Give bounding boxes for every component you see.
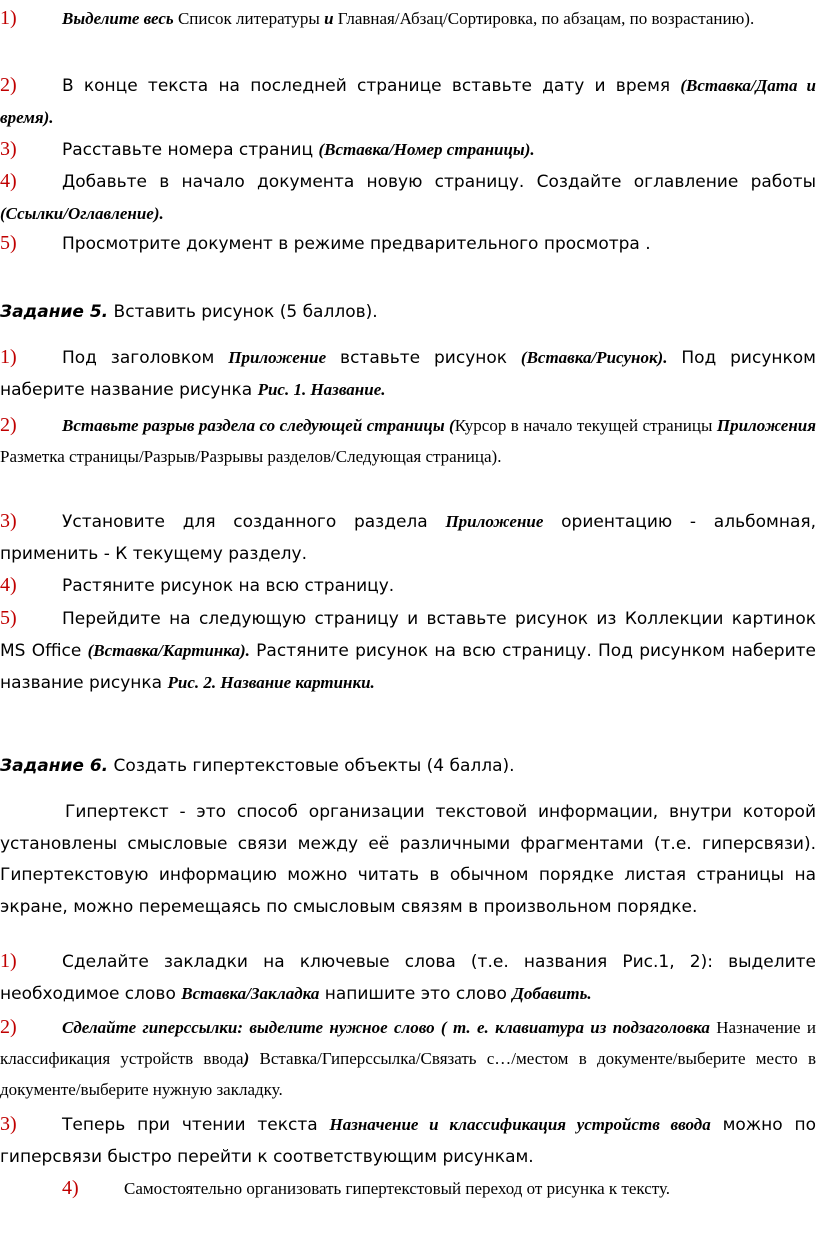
list-text: Вставка/Закладка bbox=[181, 984, 320, 1003]
list-text: вставьте рисунок bbox=[326, 348, 521, 368]
list-number: 3) bbox=[0, 1113, 17, 1135]
list3-item-3 bbox=[0, 1109, 816, 1173]
list-text: Добавить. bbox=[512, 984, 592, 1003]
list-text: Список литературы bbox=[173, 9, 325, 28]
list-text: Расставьте номера страниц bbox=[62, 140, 319, 160]
task-label: Задание 6. bbox=[0, 756, 109, 776]
list3-item-2 bbox=[0, 1012, 816, 1105]
list-text: Установите для созданного раздела bbox=[62, 512, 446, 532]
list2-item-3 bbox=[0, 506, 816, 570]
list-text: Растяните рисунок на всю страницу. Под рисунком наберите название рисунка bbox=[0, 641, 816, 693]
list-number: 2) bbox=[0, 414, 17, 436]
hypertext-paragraph: Гипертекст - это способ организации текстовой информации, внутри которой установлены смысловые связи между её различными фрагментами (т.е. гиперсвязи). Гипертекстовую информацию можно читать в обычном порядке листая страницы на экране, можно перемещаясь по смысловым связям в произвольном порядке. bbox=[0, 802, 816, 917]
list-text: Назначение и классификация устройств ввода bbox=[0, 1018, 816, 1068]
list-number: 2) bbox=[0, 74, 17, 96]
list-number: 3) bbox=[0, 510, 17, 532]
list-text: Самостоятельно организовать гипертекстовый переход от рисунка к тексту. bbox=[124, 1179, 671, 1198]
list-text: (Вставка/Дата и время). bbox=[0, 76, 816, 127]
list-text: Назначение и классификация устройств ввода bbox=[329, 1115, 711, 1134]
list-text: Приложения bbox=[716, 416, 816, 435]
list-text: Приложение bbox=[228, 348, 327, 367]
task6-heading bbox=[0, 751, 816, 782]
list-text: ) bbox=[243, 1049, 250, 1068]
list-number: 1) bbox=[0, 7, 17, 29]
list-text: Просмотрите документ в режиме предварительного просмотра . bbox=[62, 234, 651, 254]
list-number: 4) bbox=[0, 574, 17, 596]
list-text: Добавьте в начало документа новую страницу. Создайте оглавление работы bbox=[62, 172, 816, 192]
list-text: Разметка страницы/Разрыв/Разрывы разделов/Следующая страница). bbox=[0, 447, 502, 466]
list-text: (Вставка/Рисунок). bbox=[520, 348, 668, 367]
list3-item-1 bbox=[0, 946, 816, 1010]
list-number: 1) bbox=[0, 950, 17, 972]
list-number: 3) bbox=[0, 138, 17, 160]
list-text: Выделите весь bbox=[62, 9, 174, 28]
list-text: Под заголовком bbox=[62, 348, 229, 368]
list-text: Курсор в начало текущей страницы bbox=[454, 416, 717, 435]
list1-item-5 bbox=[0, 228, 816, 260]
list1-item-3 bbox=[0, 134, 816, 166]
list-text: В конце текста на последней странице вставьте дату и время bbox=[62, 76, 681, 96]
list-number: 4) bbox=[62, 1177, 79, 1199]
list-text: Рис. 1. Название. bbox=[257, 380, 386, 399]
list-number: 5) bbox=[0, 607, 17, 629]
list-text: Перейдите на следующую страницу и вставьте рисунок из Коллекции картинок MS Office bbox=[0, 609, 816, 661]
list-number: 2) bbox=[0, 1016, 17, 1038]
list-text: и bbox=[324, 9, 334, 28]
task-text: Вставить рисунок (5 баллов). bbox=[108, 302, 378, 322]
list-text: Рис. 2. Название картинки. bbox=[167, 673, 375, 692]
list-text: Вставка/Гиперссылка/Связать с…/местом в документе/выберите место в документе/выберите нужную закладку. bbox=[0, 1049, 816, 1099]
list-text: Сделайте гиперссылки: выделите нужное слово ( т. е. клавиатура из подзаголовка bbox=[62, 1018, 710, 1037]
list-text: Под рисунком наберите название рисунка bbox=[0, 348, 816, 400]
list1-item-1 bbox=[0, 3, 816, 34]
task-label: Задание 5. bbox=[0, 302, 109, 322]
list2-item-2 bbox=[0, 410, 816, 472]
list2-item-5 bbox=[0, 603, 816, 699]
list-text: можно по гиперсвязи быстро перейти к соответствующим рисункам. bbox=[0, 1115, 816, 1167]
list-text: Приложение bbox=[445, 512, 544, 531]
task-text: Создать гипертекстовые объекты (4 балла). bbox=[108, 756, 515, 776]
list-text: напишите это слово bbox=[319, 984, 513, 1004]
list-text: (Ссылки/Оглавление). bbox=[0, 204, 164, 223]
list-text: (Вставка/Номер страницы). bbox=[318, 140, 535, 159]
list2-item-4 bbox=[0, 570, 816, 602]
list-text: ориентацию - альбомная, применить - К текущему разделу. bbox=[0, 512, 816, 564]
list-text: Главная/Абзац/Сортировка, по абзацам, по возрастанию). bbox=[333, 9, 755, 28]
list-text: Вставьте разрыв раздела со следующей страницы ( bbox=[62, 416, 455, 435]
list-text: Теперь при чтении текста bbox=[62, 1115, 330, 1135]
list1-item-2 bbox=[0, 70, 816, 133]
list-number: 5) bbox=[0, 232, 17, 254]
list-text: Растяните рисунок на всю страницу. bbox=[62, 576, 395, 596]
list-text: (Вставка/Картинка). bbox=[87, 641, 250, 660]
list-text: Сделайте закладки на ключевые слова (т.е. названия Рис.1, 2): выделите необходимое слово bbox=[0, 952, 816, 1004]
list2-item-1 bbox=[0, 342, 816, 406]
list3-item-4 bbox=[0, 1173, 816, 1204]
list-number: 4) bbox=[0, 170, 17, 192]
list1-item-4 bbox=[0, 166, 816, 229]
list-number: 1) bbox=[0, 346, 17, 368]
task5-heading bbox=[0, 297, 816, 328]
